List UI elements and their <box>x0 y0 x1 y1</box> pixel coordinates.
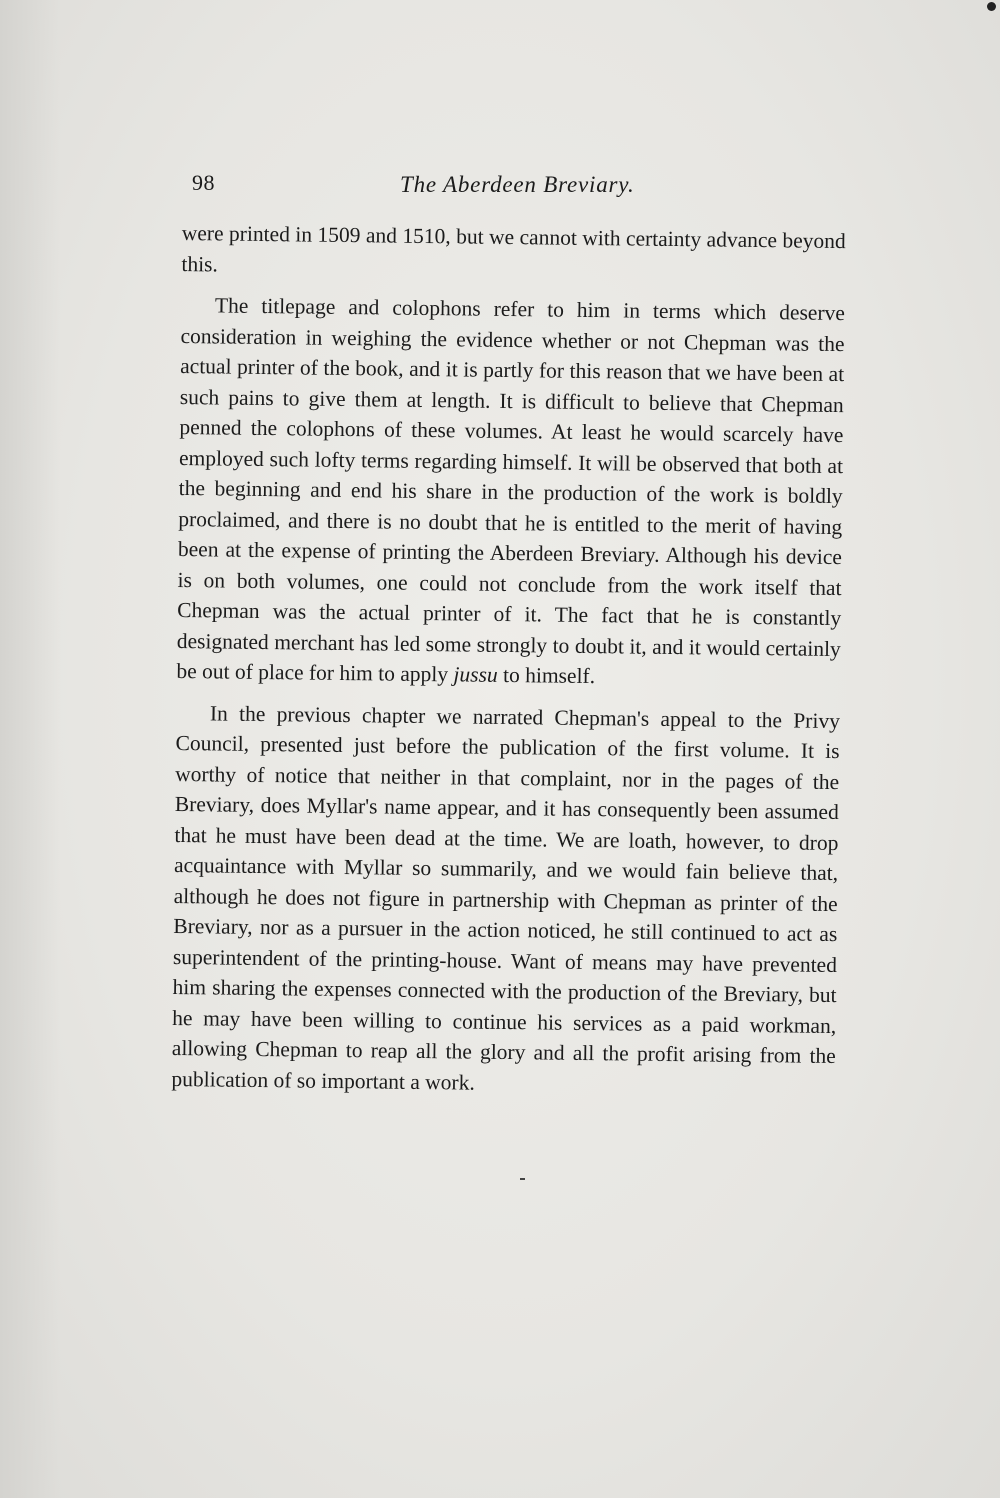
running-title: The Aberdeen Breviary. <box>400 172 635 197</box>
body-text <box>171 218 846 1113</box>
page-header <box>192 170 850 206</box>
paragraph <box>171 697 840 1102</box>
italic-term: jussu <box>453 662 498 687</box>
paragraph <box>176 290 845 695</box>
ink-spot <box>987 2 996 11</box>
paragraph-text: were printed in 1509 and 1510, but we cannot with certainty advance beyond this. <box>181 220 846 276</box>
paragraph-text: In the previous chapter we narrated Chepman's appeal to the Privy Council, presented just before the publication of the first volume. It is worthy of notice that neither in that complaint, nor in the pages of the Breviary, does Myllar's name appear, and it has consequently been assumed that he must have been dead at the time. We are loath, however, to drop acquaintance with Myllar so summarily, and we would fain believe that, although he does not figure in partnership with Chepman as printer of the Breviary, nor as a pursuer in the action noticed, he still continued to act as superintendent of the printing-house. Want of means may have prevented him sharing the expenses connected with the production of the Breviary, but he may have been willing to continue his services as a paid workman, allowing Chepman to reap all the glory and all the profit arising from the publication of so important a work. <box>171 700 841 1095</box>
paragraph-text: The titlepage and colophons refer to him in terms which deserve consideration in weighing the evidence whether or not Chepman was the actual printer of the book, and it is partly for this reason that we have been at such pains to give them at length. It is difficult to believe that Chepman penned the colophons of these volumes. At least he would scarcely have employed such lofty terms regarding himself. It will be observed that both at the beginning and end his share in the production of the work is boldly proclaimed, and there is no doubt that he is entitled to the merit of having been at the expense of printing the Aberdeen Breviary. Although his device is on both volumes, one could not conclude from the work itself that Chepman was the actual printer of it. The fact that he is constantly designated merchant has led some strongly to doubt it, and it would certainly be out of place for him to apply <box>176 293 846 687</box>
page-number: 98 <box>192 170 215 195</box>
printer-mark <box>520 1178 525 1180</box>
paragraph-text-end: to himself. <box>497 662 596 689</box>
gutter-shadow <box>0 0 60 1498</box>
paragraph-continuation <box>181 218 846 287</box>
